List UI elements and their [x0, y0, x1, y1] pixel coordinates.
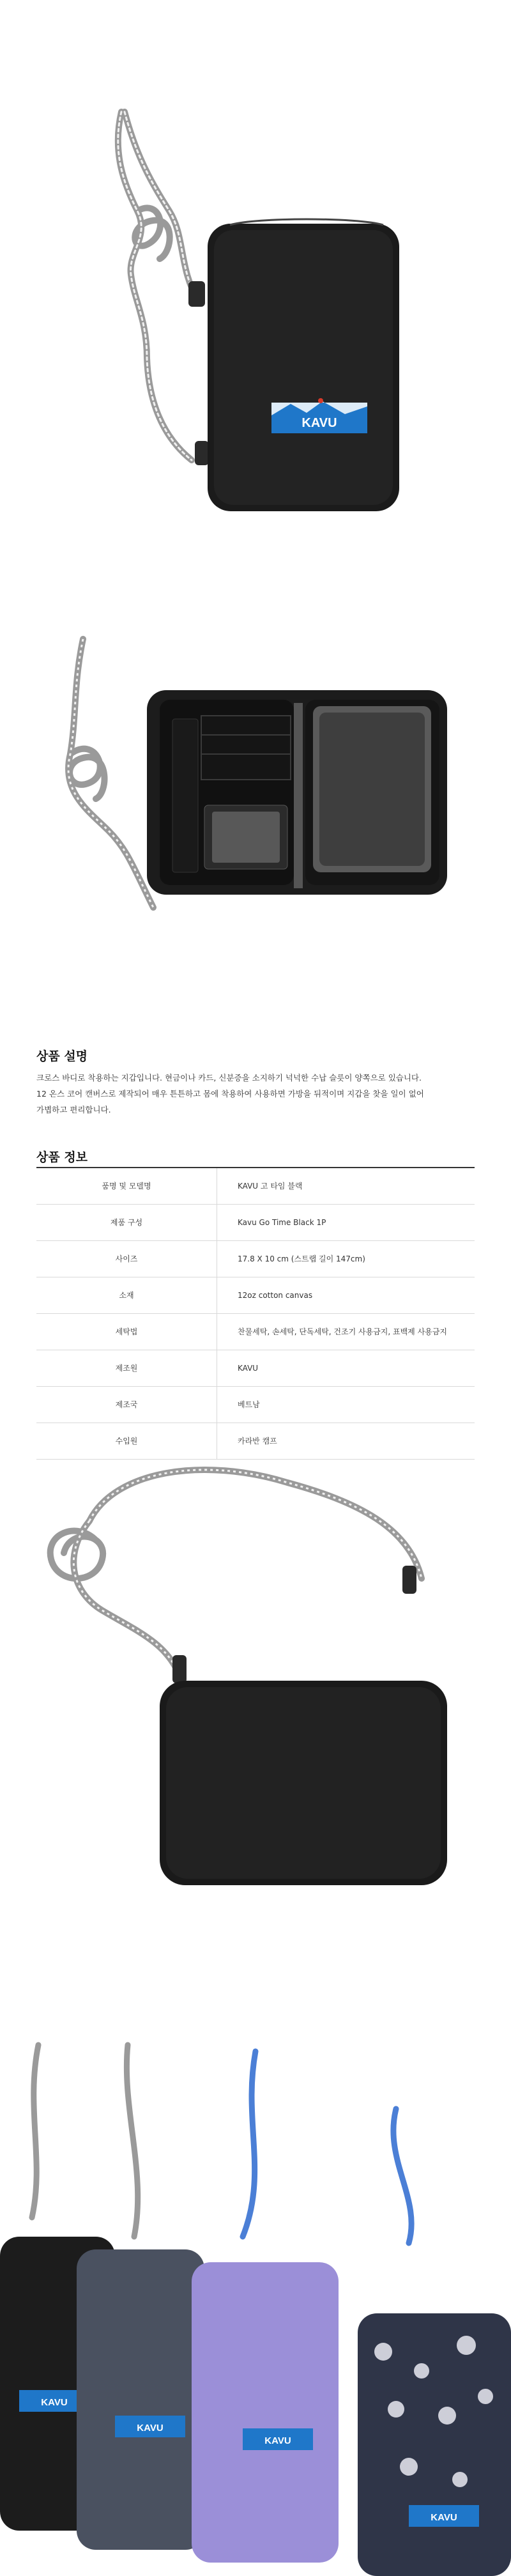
table-row — [36, 1277, 475, 1313]
kavu-label — [271, 398, 367, 433]
description-title: 상품 설명 — [36, 1049, 88, 1063]
description-line: 크로스 바디로 착용하는 지갑입니다. 현금이나 카드, 신분증을 소지하기 넉넉한 수납 슬릇이 양쪽으로 있습니다. — [36, 1073, 422, 1083]
product-photo-front — [0, 0, 511, 562]
info-value: 베트남 — [217, 1386, 475, 1423]
kavu-logo-text: KAVU — [264, 2435, 291, 2446]
info-value: KAVU 고 타임 블랙 — [217, 1168, 475, 1204]
info-key: 품명 및 모델명 — [36, 1168, 217, 1204]
kavu-logo-text: KAVU — [301, 416, 337, 430]
product-photo-back — [0, 1374, 511, 1917]
kavu-logo-text: KAVU — [431, 2512, 457, 2523]
info-value: 12oz cotton canvas — [217, 1277, 475, 1313]
product-photo-open — [0, 562, 511, 1010]
info-key: 제품 구성 — [36, 1204, 217, 1240]
description-line: 12 온스 코어 캔버스로 제작되어 매우 튼튼하고 몸에 착용하여 사용하면 가방을 뒤적이며 지갑을 찾을 일이 없어 — [36, 1089, 424, 1099]
info-key: 제조원 — [36, 1350, 217, 1386]
table-row — [36, 1204, 475, 1240]
info-value: 카라반 캠프 — [217, 1423, 475, 1459]
info-value: 찬물세탁, 손세탁, 단독세탁, 건조기 사용금지, 표백제 사용금지 — [217, 1313, 475, 1350]
info-key: 사이즈 — [36, 1240, 217, 1277]
info-value: 17.8 X 10 cm (스트랩 길이 147cm) — [217, 1240, 475, 1277]
info-key: 소재 — [36, 1277, 217, 1313]
kavu-logo-text: KAVU — [41, 2397, 68, 2408]
table-row — [36, 1168, 475, 1204]
table-row — [36, 1240, 475, 1277]
info-key: 제조국 — [36, 1386, 217, 1423]
description-text — [36, 1070, 477, 1118]
info-key: 수입원 — [36, 1423, 217, 1459]
info-key: 세탁법 — [36, 1313, 217, 1350]
product-photo-lineup — [0, 2032, 511, 2576]
info-title: 상품 정보 — [36, 1150, 88, 1164]
kavu-logo-text: KAVU — [137, 2423, 164, 2433]
description-line: 가볍하고 편리합니다. — [36, 1105, 111, 1114]
info-value: Kavu Go Time Black 1P — [217, 1204, 475, 1240]
info-value: KAVU — [217, 1350, 475, 1386]
table-row — [36, 1313, 475, 1350]
